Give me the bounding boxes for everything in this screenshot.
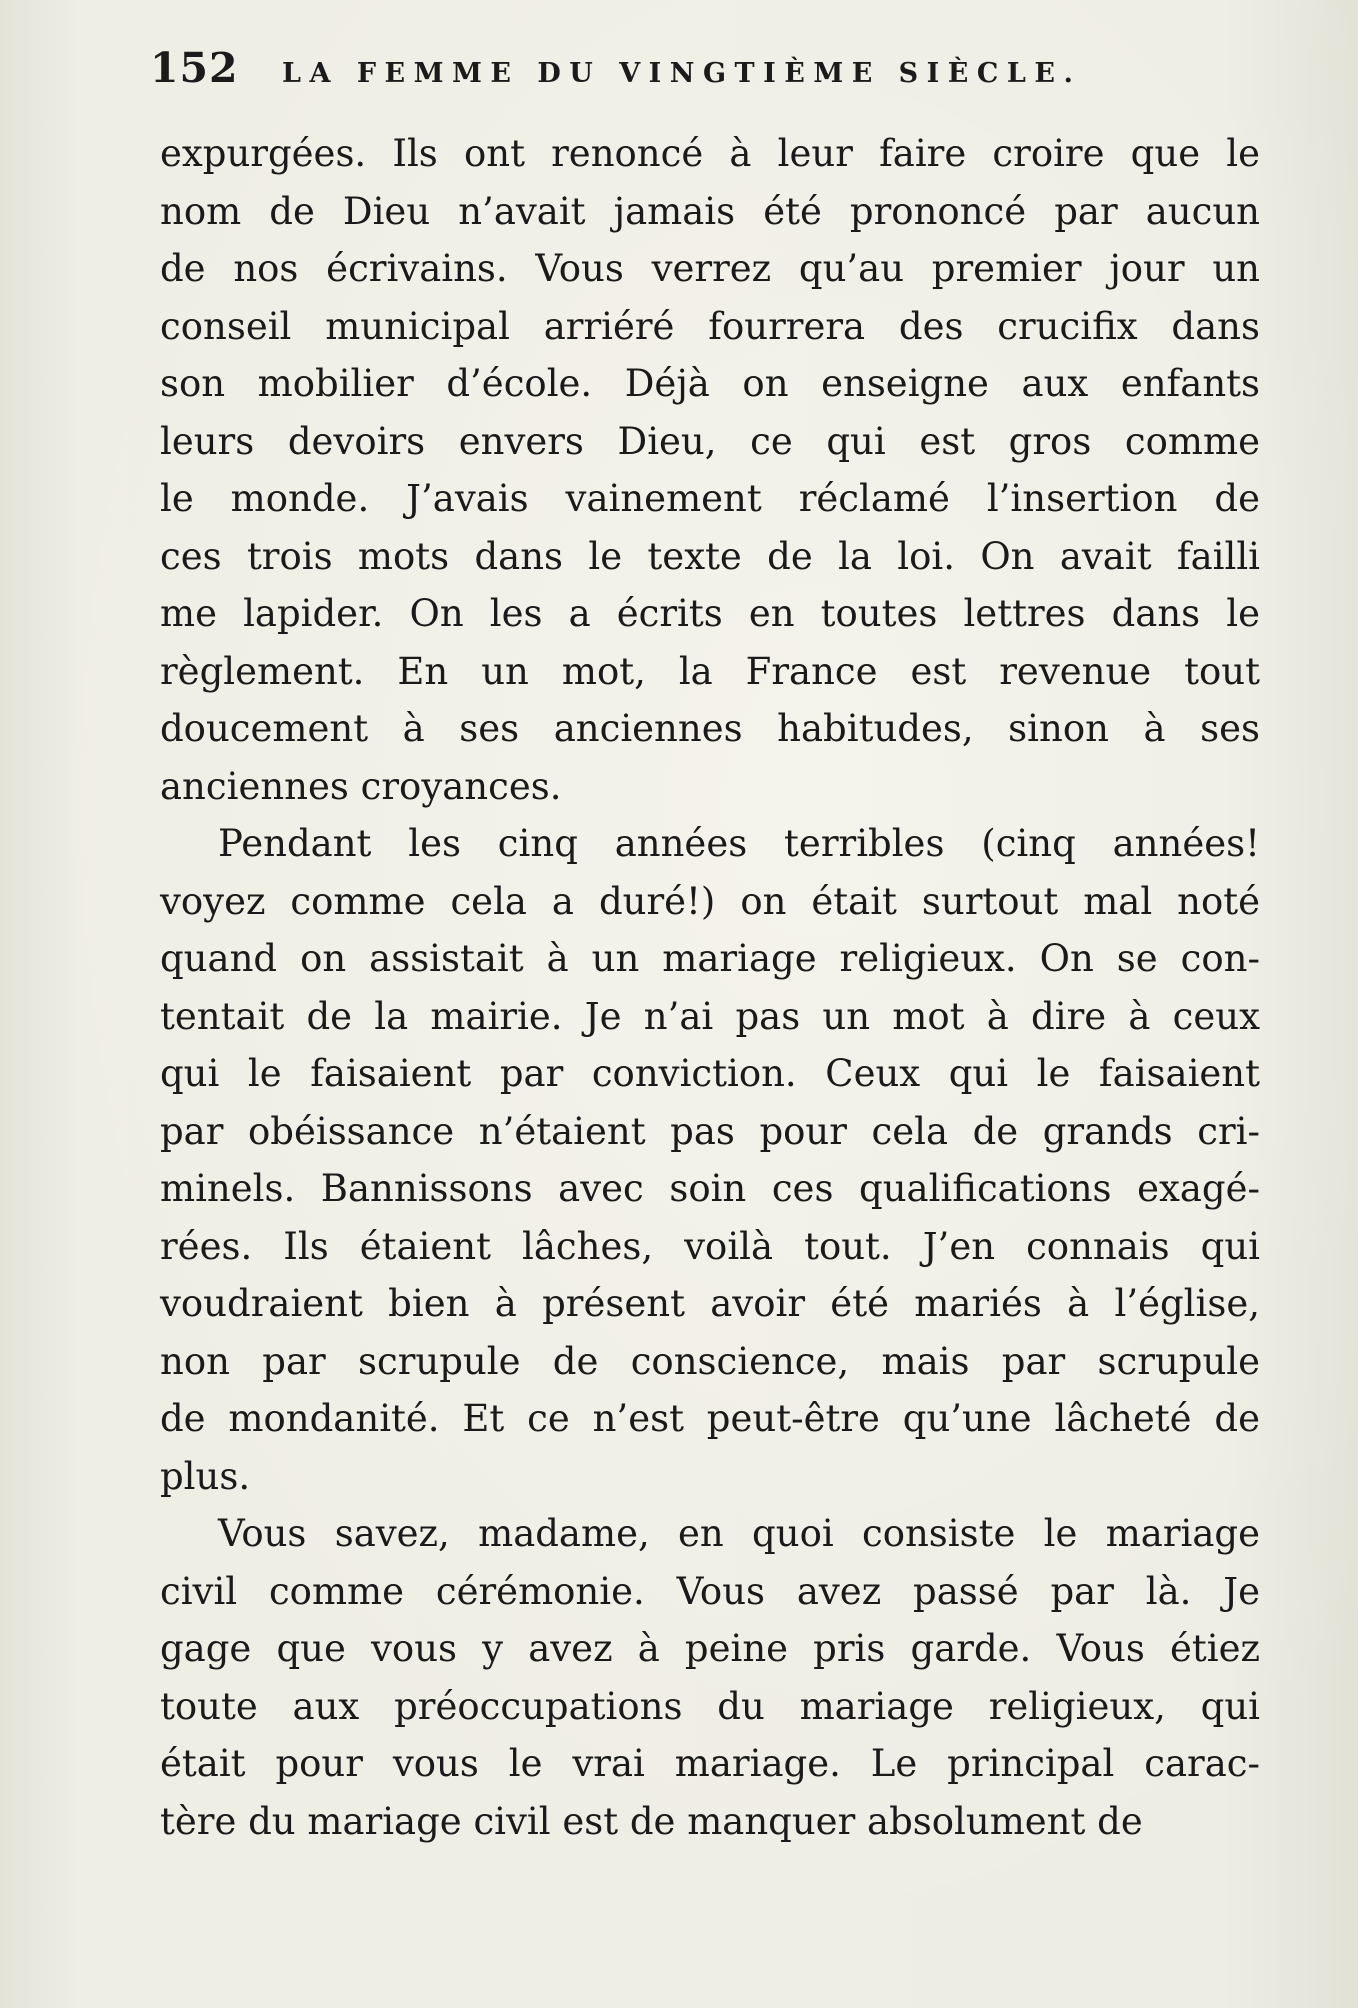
paragraph [160,125,1260,815]
text-line: de mondanité. Et ce n’est peut-être qu’une lâcheté de [160,1397,1260,1440]
text-line: expurgées. Ils ont renoncé à leur faire croire que le [160,132,1260,175]
text-line: Pendant les cinq années terribles (cinq années! [218,822,1260,865]
text-line: conseil municipal arriéré fourrera des crucifix dans [160,304,1260,348]
text-line: rées. Ils étaient lâches, voilà tout. J’en connais qui [160,1224,1260,1268]
text-line: par obéissance n’étaient pas pour cela de grands cri- [160,1109,1260,1153]
text-line: de nos écrivains. Vous verrez qu’au premier jour un [160,247,1260,290]
text-line: leurs devoirs envers Dieu, ce qui est gros comme [160,419,1260,463]
text-line: gage que vous y avez à peine pris garde. Vous étiez [160,1627,1260,1670]
text-line: tentait de la mairie. Je n’ai pas un mot à dire à ceux [160,994,1260,1038]
running-title: LA FEMME DU VINGTIÈME SIÈCLE. [282,58,1082,89]
text-line: minels. Bannissons avec soin ces qualifications exagé- [160,1167,1260,1210]
text-line: Vous savez, madame, en quoi consiste le mariage [218,1512,1260,1555]
text-line: règlement. En un mot, la France est revenue tout [160,649,1260,693]
text-line: doucement à ses anciennes habitudes, sinon à ses [160,707,1260,750]
text-line: voyez comme cela a duré!) on était surtout mal noté [160,879,1260,923]
text-line: son mobilier d’école. Déjà on enseigne aux enfants [160,362,1260,405]
page-header [150,44,1150,104]
text-line: qui le faisaient par conviction. Ceux qui le faisaient [160,1052,1260,1095]
text-line: ces trois mots dans le texte de la loi. On avait failli [160,534,1260,578]
text-line: anciennes croyances. [160,764,562,808]
text-line: quand on assistait à un mariage religieux. On se con- [160,937,1260,980]
text-line: nom de Dieu n’avait jamais été prononcé par aucun [160,189,1260,233]
paragraph [160,815,1260,1505]
text-line: était pour vous le vrai mariage. Le principal carac- [160,1742,1260,1785]
paragraph [160,1505,1260,1850]
text-line: voudraient bien à présent avoir été mariés à l’église, [160,1282,1260,1325]
page-number: 152 [150,44,239,92]
text-line: toute aux préoccupations du mariage religieux, qui [160,1684,1260,1728]
body-text [160,125,1260,1850]
text-line: le monde. J’avais vainement réclamé l’insertion de [160,477,1260,520]
text-line: plus. [160,1454,251,1498]
text-line: tère du mariage civil est de manquer absolument de [160,1799,1143,1843]
text-line: civil comme cérémonie. Vous avez passé par là. Je [160,1569,1260,1613]
text-line: non par scrupule de conscience, mais par scrupule [160,1339,1260,1383]
text-line: me lapider. On les a écrits en toutes lettres dans le [160,592,1260,635]
